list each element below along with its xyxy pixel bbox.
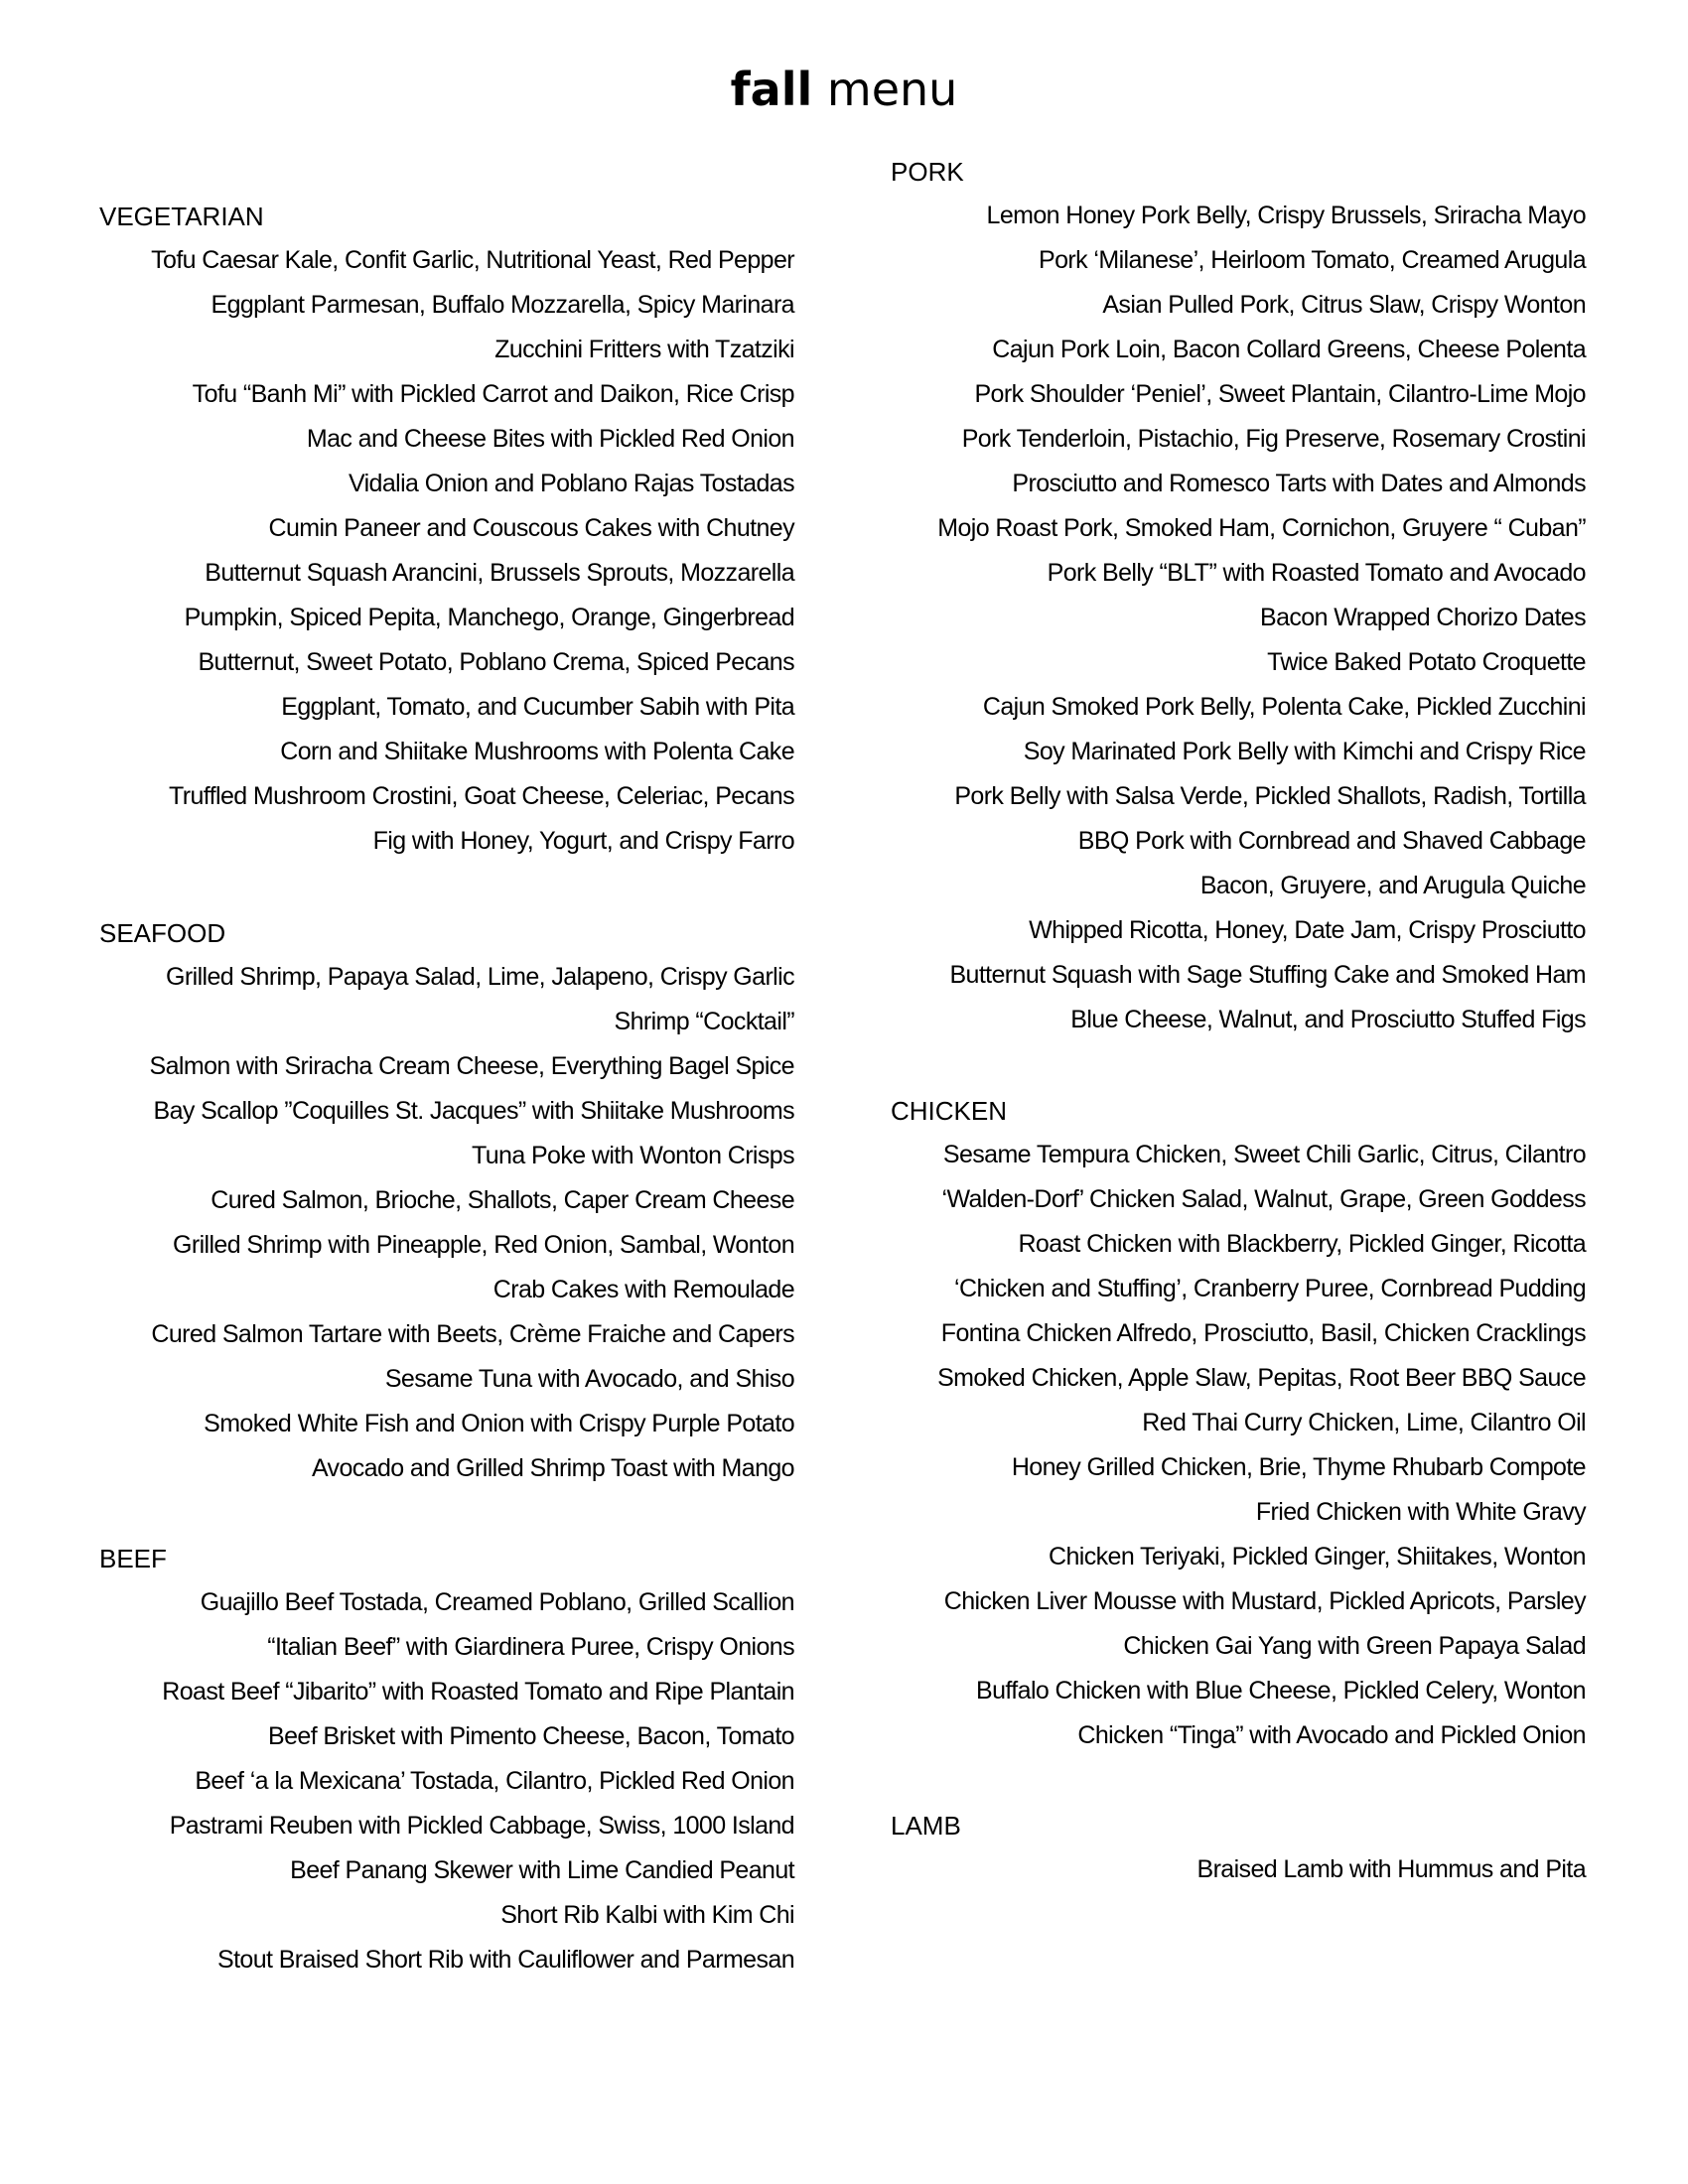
- menu-item: Butternut Squash Arancini, Brussels Sprouts, Mozzarella: [205, 559, 794, 587]
- menu-item: Fried Chicken with White Gravy: [1255, 1498, 1586, 1526]
- menu-item: BBQ Pork with Cornbread and Shaved Cabbage: [1077, 827, 1586, 855]
- menu-item: Mac and Cheese Bites with Pickled Red Onion: [306, 425, 794, 453]
- section-heading: LAMB: [891, 1811, 961, 1841]
- item-list: [99, 238, 794, 864]
- menu-item: Tuna Poke with Wonton Crisps: [471, 1142, 794, 1169]
- menu-item: Mojo Roast Pork, Smoked Ham, Cornichon, Gruyere “ Cuban”: [937, 514, 1586, 542]
- item-list: [891, 194, 1586, 1042]
- page-title-rest: menu: [812, 63, 958, 116]
- menu-item: Beef ‘a la Mexicana’ Tostada, Cilantro, Pickled Red Onion: [195, 1767, 794, 1795]
- item-list: [891, 1847, 1586, 1892]
- menu-item: Sesame Tempura Chicken, Sweet Chili Garlic, Citrus, Cilantro: [942, 1141, 1586, 1168]
- menu-item: Smoked Chicken, Apple Slaw, Pepitas, Root Beer BBQ Sauce: [937, 1364, 1586, 1392]
- menu-item: Beef Brisket with Pimento Cheese, Bacon, Tomato: [268, 1722, 794, 1750]
- item-list: [99, 955, 794, 1491]
- section-heading: BEEF: [99, 1544, 167, 1573]
- menu-item: Red Thai Curry Chicken, Lime, Cilantro Oil: [1142, 1409, 1586, 1436]
- menu-item: Salmon with Sriracha Cream Cheese, Everything Bagel Spice: [149, 1052, 794, 1080]
- section-heading: SEAFOOD: [99, 918, 226, 948]
- section-heading: VEGETARIAN: [99, 202, 264, 231]
- menu-item: Cajun Smoked Pork Belly, Polenta Cake, Pickled Zucchini: [982, 693, 1586, 721]
- menu-item: Butternut Squash with Sage Stuffing Cake and Smoked Ham: [949, 961, 1586, 989]
- section-vegetarian: [99, 195, 794, 864]
- menu-item: Pork ‘Milanese’, Heirloom Tomato, Creamed Arugula: [1039, 246, 1586, 274]
- item-list: [99, 1580, 794, 1982]
- menu-item: Tofu Caesar Kale, Confit Garlic, Nutritional Yeast, Red Pepper: [151, 246, 794, 274]
- menu-item: Pork Belly “BLT” with Roasted Tomato and Avocado: [1047, 559, 1586, 587]
- menu-item: Cured Salmon Tartare with Beets, Crème Fraiche and Capers: [151, 1320, 794, 1348]
- menu-item: Cured Salmon, Brioche, Shallots, Caper Cream Cheese: [211, 1186, 794, 1214]
- menu-item: Beef Panang Skewer with Lime Candied Peanut: [290, 1856, 794, 1884]
- menu-item: Prosciutto and Romesco Tarts with Dates and Almonds: [1012, 470, 1586, 497]
- menu-item: Chicken Liver Mousse with Mustard, Pickled Apricots, Parsley: [943, 1587, 1586, 1615]
- menu-item: Whipped Ricotta, Honey, Date Jam, Crispy Prosciutto: [1029, 916, 1586, 944]
- menu-item: Honey Grilled Chicken, Brie, Thyme Rhubarb Compote: [1011, 1453, 1586, 1481]
- menu-item: Tofu “Banh Mi” with Pickled Carrot and Daikon, Rice Crisp: [192, 380, 794, 408]
- menu-item: Braised Lamb with Hummus and Pita: [1196, 1855, 1586, 1883]
- menu-item: Asian Pulled Pork, Citrus Slaw, Crispy Wonton: [1102, 291, 1586, 319]
- section-beef: [99, 1537, 794, 1982]
- menu-item: Zucchini Fritters with Tzatziki: [494, 336, 794, 363]
- menu-item: ‘Walden-Dorf’ Chicken Salad, Walnut, Grape, Green Goddess: [941, 1185, 1586, 1213]
- menu-item: Bay Scallop ”Coquilles St. Jacques” with Shiitake Mushrooms: [153, 1097, 794, 1125]
- menu-item: Lemon Honey Pork Belly, Crispy Brussels, Sriracha Mayo: [986, 202, 1586, 229]
- section-heading: CHICKEN: [891, 1096, 1008, 1126]
- menu-item: Cajun Pork Loin, Bacon Collard Greens, Cheese Polenta: [992, 336, 1586, 363]
- menu-item: Truffled Mushroom Crostini, Goat Cheese, Celeriac, Pecans: [169, 782, 794, 810]
- menu-item: Eggplant, Tomato, and Cucumber Sabih with Pita: [281, 693, 794, 721]
- section-pork: [891, 150, 1586, 1042]
- menu-item: Avocado and Grilled Shrimp Toast with Mango: [311, 1454, 794, 1482]
- menu-item: Fontina Chicken Alfredo, Prosciutto, Basil, Chicken Cracklings: [940, 1319, 1586, 1347]
- menu-item: Smoked White Fish and Onion with Crispy Purple Potato: [204, 1410, 794, 1437]
- menu-item: Pork Shoulder ‘Peniel’, Sweet Plantain, Cilantro-Lime Mojo: [974, 380, 1586, 408]
- menu-item: Grilled Shrimp with Pineapple, Red Onion, Sambal, Wonton: [173, 1231, 794, 1259]
- page-title-bold: fall: [730, 63, 813, 116]
- menu-item: Pastrami Reuben with Pickled Cabbage, Swiss, 1000 Island: [169, 1812, 794, 1840]
- menu-item: Roast Chicken with Blackberry, Pickled Ginger, Ricotta: [1018, 1230, 1586, 1258]
- menu-item: Corn and Shiitake Mushrooms with Polenta Cake: [280, 738, 794, 765]
- menu-item: Blue Cheese, Walnut, and Prosciutto Stuffed Figs: [1070, 1006, 1586, 1033]
- section-heading: PORK: [891, 157, 964, 187]
- menu-item: Shrimp “Cocktail”: [614, 1008, 794, 1035]
- menu-item: ‘Chicken and Stuffing’, Cranberry Puree, Cornbread Pudding: [954, 1275, 1586, 1302]
- menu-item: Sesame Tuna with Avocado, and Shiso: [384, 1365, 794, 1393]
- menu-item: Soy Marinated Pork Belly with Kimchi and Crispy Rice: [1023, 738, 1586, 765]
- menu-item: Roast Beef “Jibarito” with Roasted Tomato and Ripe Plantain: [162, 1678, 794, 1706]
- section-chicken: [891, 1089, 1586, 1758]
- menu-item: Crab Cakes with Remoulade: [492, 1276, 794, 1303]
- item-list: [891, 1133, 1586, 1758]
- menu-item: Grilled Shrimp, Papaya Salad, Lime, Jalapeno, Crispy Garlic: [166, 963, 794, 991]
- menu-item: Eggplant Parmesan, Buffalo Mozzarella, Spicy Marinara: [211, 291, 794, 319]
- section-seafood: [99, 911, 794, 1491]
- menu-item: Pumpkin, Spiced Pepita, Manchego, Orange, Gingerbread: [184, 604, 794, 631]
- menu-item: Stout Braised Short Rib with Cauliflower and Parmesan: [217, 1946, 794, 1974]
- menu-item: Pork Tenderloin, Pistachio, Fig Preserve, Rosemary Crostini: [961, 425, 1586, 453]
- menu-item: Twice Baked Potato Croquette: [1267, 648, 1586, 676]
- menu-item: Guajillo Beef Tostada, Creamed Poblano, Grilled Scallion: [200, 1588, 794, 1616]
- menu-item: Vidalia Onion and Poblano Rajas Tostadas: [348, 470, 794, 497]
- menu-item: Butternut, Sweet Potato, Poblano Crema, Spiced Pecans: [198, 648, 794, 676]
- menu-item: Bacon, Gruyere, and Arugula Quiche: [1199, 872, 1586, 899]
- menu-item: Fig with Honey, Yogurt, and Crispy Farro: [372, 827, 794, 855]
- menu-item: Chicken Teriyaki, Pickled Ginger, Shiitakes, Wonton: [1049, 1543, 1586, 1570]
- menu-item: “Italian Beef” with Giardinera Puree, Crispy Onions: [267, 1633, 794, 1661]
- menu-item: Pork Belly with Salsa Verde, Pickled Shallots, Radish, Tortilla: [954, 782, 1586, 810]
- page-title: [0, 60, 1688, 119]
- menu-item: Short Rib Kalbi with Kim Chi: [500, 1901, 794, 1929]
- menu-item: Chicken “Tinga” with Avocado and Pickled Onion: [1077, 1721, 1586, 1749]
- menu-item: Bacon Wrapped Chorizo Dates: [1260, 604, 1586, 631]
- menu-item: Cumin Paneer and Couscous Cakes with Chutney: [268, 514, 794, 542]
- menu-item: Chicken Gai Yang with Green Papaya Salad: [1123, 1632, 1586, 1660]
- menu-item: Buffalo Chicken with Blue Cheese, Pickled Celery, Wonton: [976, 1677, 1586, 1705]
- section-lamb: [891, 1804, 1586, 1892]
